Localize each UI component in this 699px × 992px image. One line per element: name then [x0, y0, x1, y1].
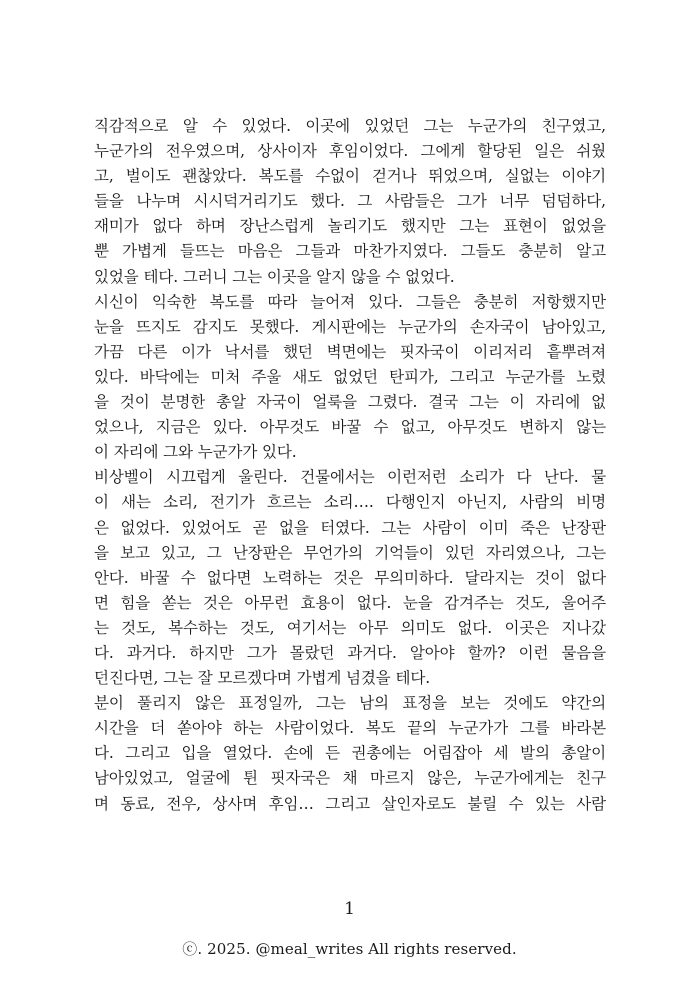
text-line: 은 없었다. 있었어도 곧 없을 터였다. 그는 사람이 이미 죽은 난장판	[94, 518, 606, 537]
text-line: 눈을 뜨지도 감지도 못했다. 게시판에는 누군가의 손자국이 남아있고,	[94, 317, 606, 336]
text-line: 직감적으로 알 수 있었다. 이곳에 있었던 그는 누군가의 친구였고,	[94, 117, 606, 135]
text-line: 고, 벌이도 괜찮았다. 복도를 수없이 걷거나 뛰었으며, 실없는 이야기	[94, 167, 606, 186]
text-line: 들을 나누며 시시덕거리기도 했다. 그 사람들은 그가 너무 덤덤하다,	[94, 192, 606, 211]
text-line: 있다. 바닥에는 미처 주울 새도 없었던 탄피가, 그리고 누군가를 노렸	[94, 367, 606, 386]
paragraph	[94, 465, 606, 691]
text-line: 다. 그리고 입을 열었다. 손에 든 권총에는 어림잡아 세 발의 총알이	[94, 744, 606, 763]
paragraph	[94, 114, 606, 290]
paragraph	[94, 290, 606, 466]
text-line: 을 것이 분명한 총알 자국이 얼룩을 그렸다. 결국 그는 이 자리에 없	[94, 393, 606, 412]
text-line: 던진다면, 그는 잘 모르겠다며 가볍게 넘겼을 테다.	[94, 669, 431, 688]
text-line: 이 새는 소리, 전기가 흐르는 소리…. 다행인지 아닌지, 사람의 비명	[94, 493, 606, 512]
text-line: 안다. 바꿀 수 없다면 노력하는 것은 무의미하다. 달라지는 것이 없다	[94, 568, 606, 587]
text-line: 다. 과거다. 하지만 그가 몰랐던 과거다. 알아야 할까? 이런 물음을	[94, 643, 606, 662]
text-line: 있었을 테다. 그러니 그는 이곳을 알지 않을 수 없었다.	[94, 267, 455, 286]
paragraph	[94, 691, 606, 816]
text-line: 이 자리에 그와 누군가가 있다.	[94, 443, 297, 462]
text-line: 남아있었고, 얼굴에 튄 핏자국은 채 마르지 않은, 누군가에게는 친구	[94, 769, 606, 788]
text-line: 며 동료, 전우, 상사며 후임… 그리고 살인자로도 불릴 수 있는 사람	[94, 794, 606, 813]
text-line: 가끔 다른 이가 낙서를 했던 벽면에는 핏자국이 이리저리 흩뿌려져	[94, 342, 606, 361]
text-line: 비상벨이 시끄럽게 울린다. 건물에서는 이런저런 소리가 다 난다. 물	[94, 468, 606, 487]
copyright-notice: ⓒ. 2025. @meal_writes All rights reserved.	[182, 940, 517, 958]
text-line: 을 보고 있고, 그 난장판은 무언가의 기억들이 있던 자리였으나, 그는	[94, 543, 606, 562]
text-line: 는 것도, 복수하는 것도, 여기서는 아무 의미도 없다. 이곳은 지나갔	[94, 618, 606, 637]
text-line: 면 힘을 쏟는 것은 아무런 효용이 없다. 눈을 감겨주는 것도, 울어주	[94, 593, 606, 612]
body-text	[94, 114, 606, 817]
text-line: 시간을 더 쏟아야 하는 사람이었다. 복도 끝의 누군가가 그를 바라본	[94, 719, 606, 738]
text-line: 뿐 가볍게 들뜨는 마음은 그들과 마찬가지였다. 그들도 충분히 알고	[94, 242, 606, 261]
page-number: 1	[344, 899, 355, 919]
text-line: 시신이 익숙한 복도를 따라 늘어져 있다. 그들은 충분히 저항했지만	[94, 292, 606, 311]
text-line: 분이 풀리지 않은 표정일까, 그는 남의 표정을 보는 것에도 약간의	[94, 694, 606, 713]
text-line: 누군가의 전우였으며, 상사이자 후임이었다. 그에게 할당된 일은 쉬웠	[94, 142, 606, 161]
text-line: 었으나, 지금은 있다. 아무것도 바꿀 수 없고, 아무것도 변하지 않는	[94, 418, 606, 437]
text-line: 재미가 없다 하며 장난스럽게 놀리기도 했지만 그는 표현이 없었을	[94, 217, 606, 236]
